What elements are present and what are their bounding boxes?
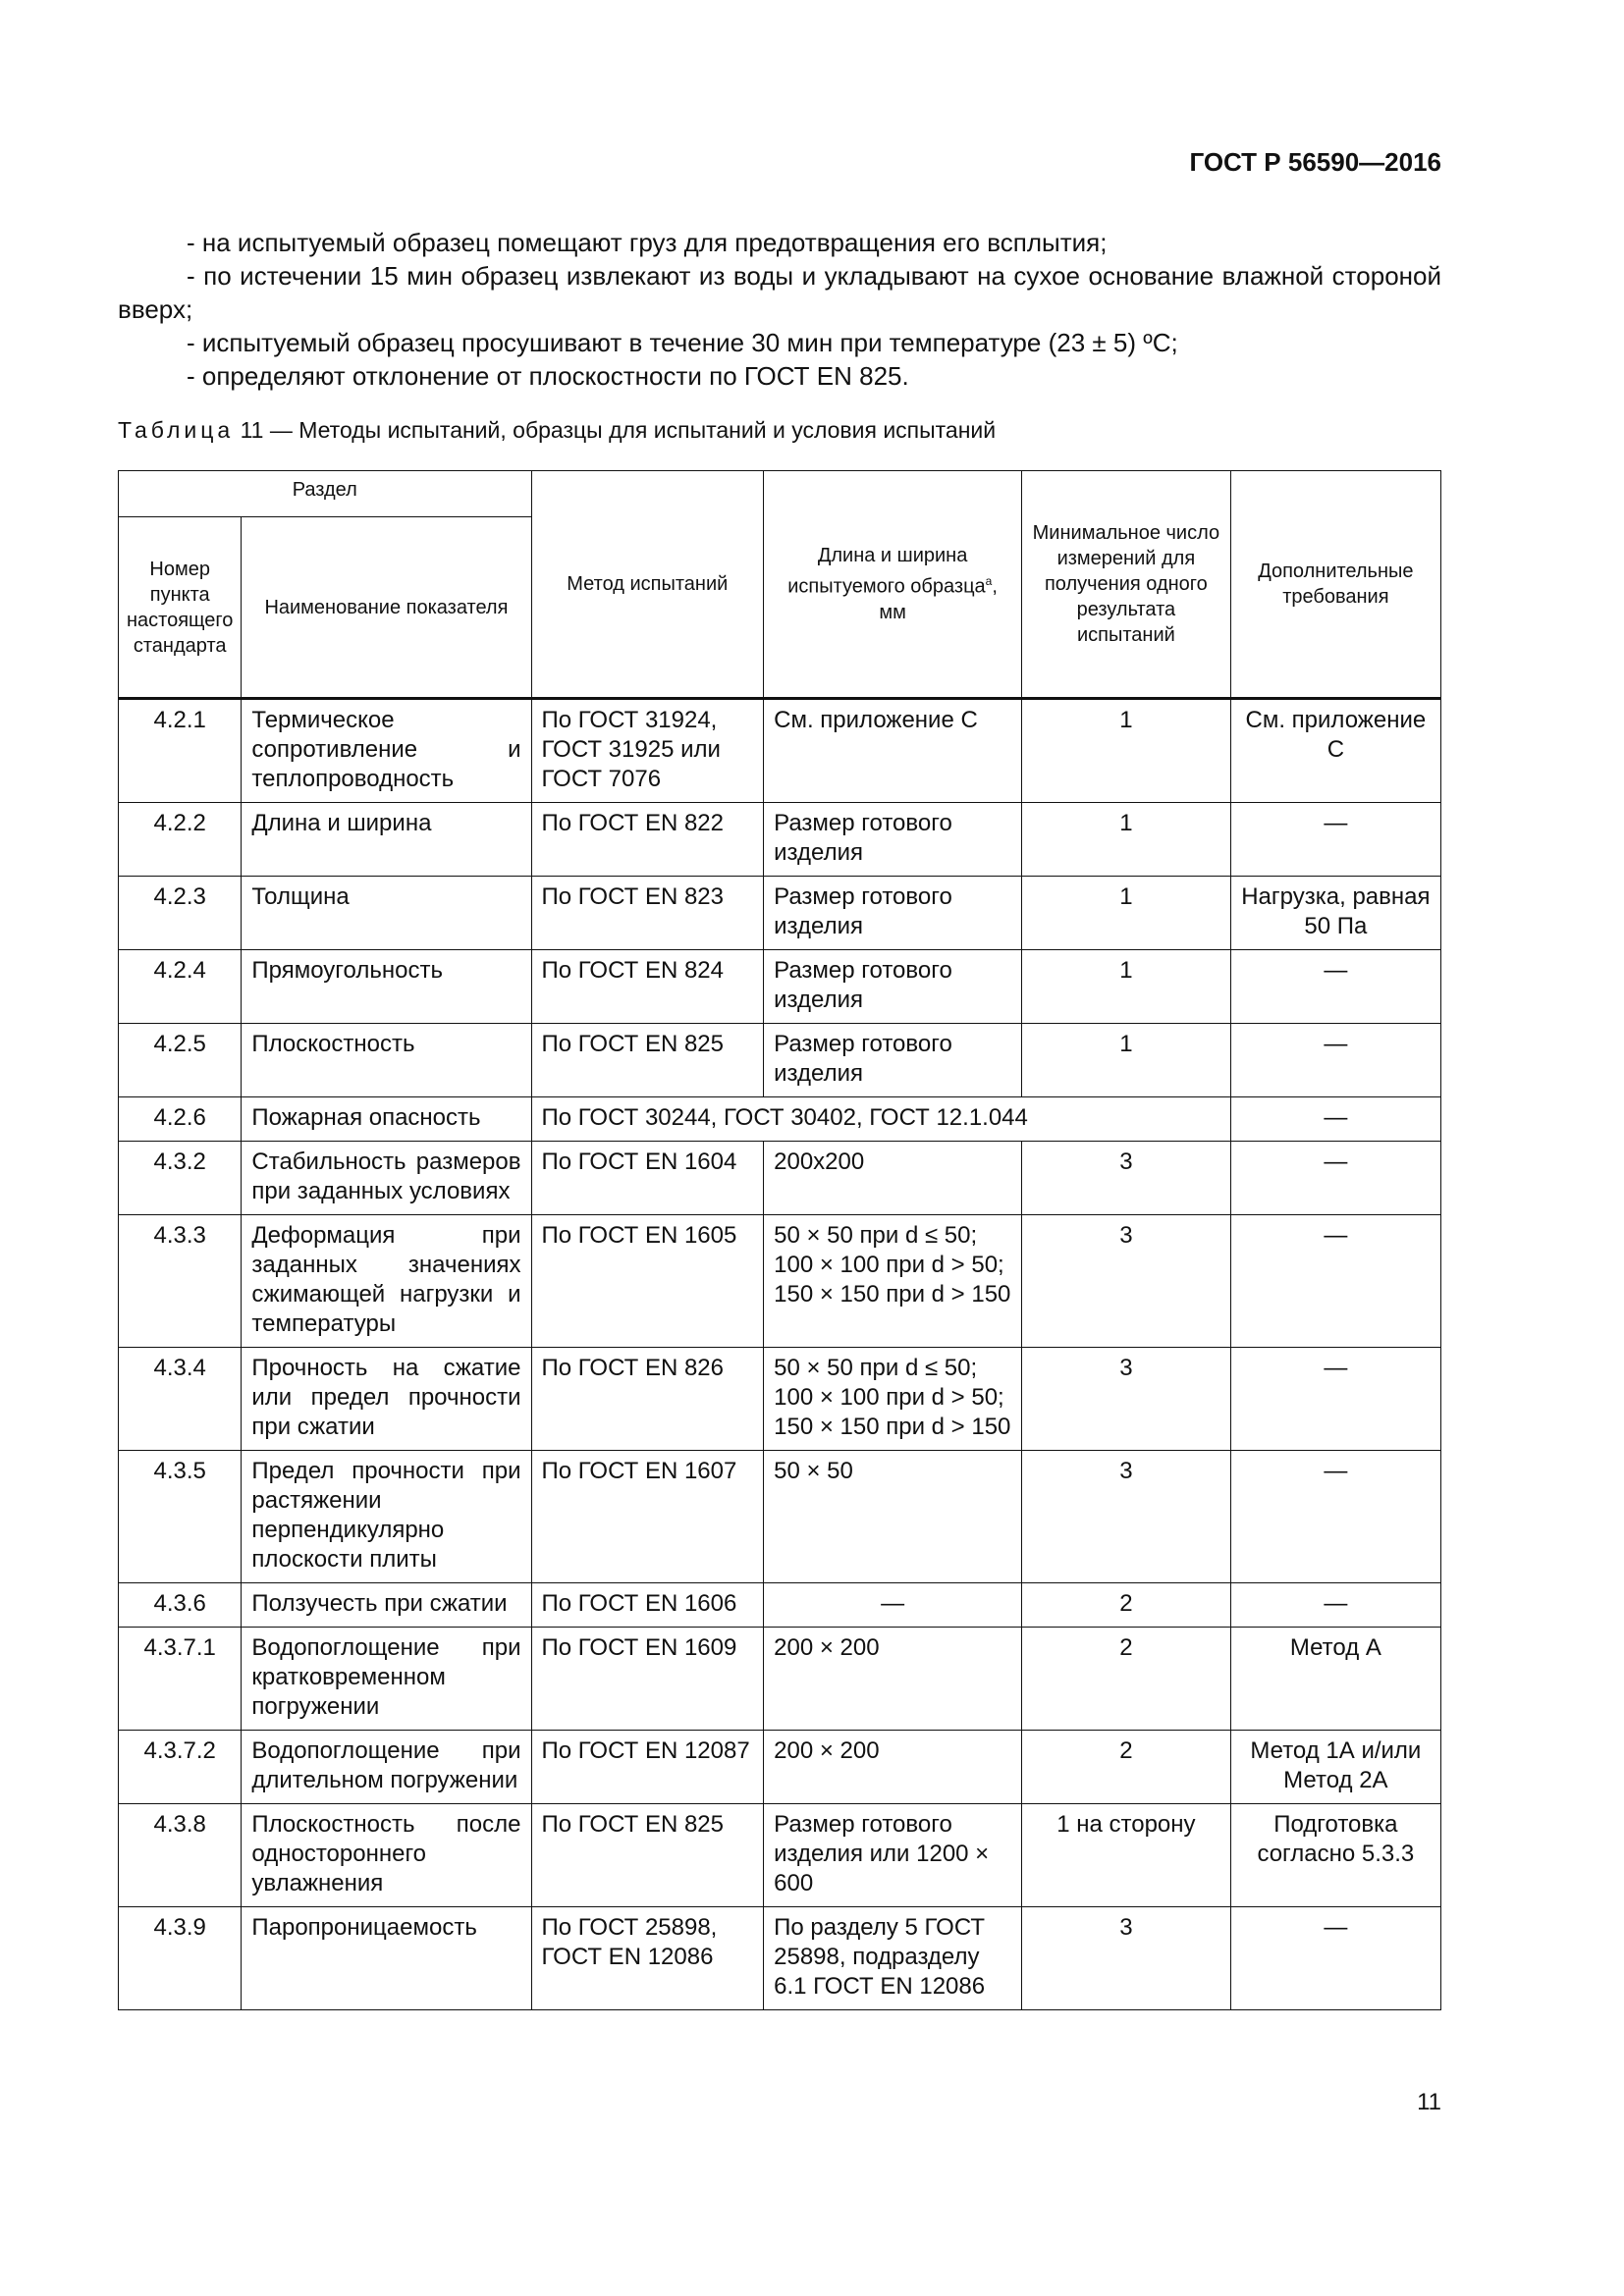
cell-specimen-size: По разделу 5 ГОСТ 25898, подразделу 6.1 ГОСТ EN 12086 <box>764 1907 1022 2010</box>
cell-indicator-name: Водопоглощение при кратковременном погружении <box>242 1628 531 1731</box>
header-min-measurements: Минимальное число измерений для получения одного результата испытаний <box>1022 471 1231 699</box>
cell-specimen-size: 200 × 200 <box>764 1628 1022 1731</box>
cell-specimen-size: 50 × 50 при d ≤ 50; 100 × 100 при d > 50; 150 × 150 при d > 150 <box>764 1215 1022 1348</box>
cell-method: По ГОСТ EN 1609 <box>531 1628 764 1731</box>
cell-indicator-name: Водопоглощение при длительном погружении <box>242 1731 531 1804</box>
cell-item-number: 4.3.5 <box>119 1451 242 1583</box>
cell-extra-requirements: Нагрузка, равная 50 Па <box>1230 877 1440 950</box>
table-row <box>119 1142 1441 1215</box>
cell-item-number: 4.3.7.1 <box>119 1628 242 1731</box>
header-specimen-size-text: Длина и ширина испытуемого образца <box>787 545 986 598</box>
cell-extra-requirements: Подготовка согласно 5.3.3 <box>1230 1804 1440 1907</box>
cell-indicator-name: Длина и ширина <box>242 803 531 877</box>
table-row <box>119 1097 1441 1142</box>
cell-extra-requirements: См. приложение С <box>1230 699 1440 803</box>
table-row <box>119 950 1441 1024</box>
page-number: 11 <box>1417 2089 1441 2115</box>
cell-specimen-size: Размер готового изделия или 1200 × 600 <box>764 1804 1022 1907</box>
header-indicator-name: Наименование показателя <box>242 517 531 699</box>
cell-extra-requirements: — <box>1230 1348 1440 1451</box>
header-specimen-size-unit: , мм <box>879 575 998 623</box>
cell-method: По ГОСТ EN 1605 <box>531 1215 764 1348</box>
cell-method: По ГОСТ EN 825 <box>531 1024 764 1097</box>
header-extra-requirements: Дополнительные требования <box>1230 471 1440 699</box>
table-row <box>119 1907 1441 2010</box>
table-row <box>119 699 1441 803</box>
cell-method: По ГОСТ EN 1604 <box>531 1142 764 1215</box>
cell-indicator-name: Плоскостность <box>242 1024 531 1097</box>
cell-item-number: 4.2.1 <box>119 699 242 803</box>
cell-specimen-size: См. приложение С <box>764 699 1022 803</box>
cell-specimen-size: Размер готового изделия <box>764 877 1022 950</box>
cell-min-measurements: 3 <box>1022 1215 1231 1348</box>
table-row <box>119 1451 1441 1583</box>
header-item-number: Номер пункта настоящего стандарта <box>119 517 242 699</box>
test-methods-table <box>118 470 1441 2010</box>
cell-method: По ГОСТ EN 826 <box>531 1348 764 1451</box>
cell-extra-requirements: — <box>1230 1583 1440 1628</box>
table-row <box>119 1628 1441 1731</box>
cell-item-number: 4.3.8 <box>119 1804 242 1907</box>
cell-method: По ГОСТ EN 824 <box>531 950 764 1024</box>
cell-specimen-size: 50 × 50 при d ≤ 50; 100 × 100 при d > 50; 150 × 150 при d > 150 <box>764 1348 1022 1451</box>
cell-min-measurements: 1 на сторону <box>1022 1804 1231 1907</box>
table-row <box>119 1348 1441 1451</box>
cell-item-number: 4.2.5 <box>119 1024 242 1097</box>
cell-indicator-name: Термическое сопротивление и теплопроводность <box>242 699 531 803</box>
table-caption <box>118 417 996 444</box>
cell-indicator-name: Толщина <box>242 877 531 950</box>
cell-item-number: 4.3.2 <box>119 1142 242 1215</box>
cell-item-number: 4.2.4 <box>119 950 242 1024</box>
cell-extra-requirements: — <box>1230 803 1440 877</box>
cell-indicator-name: Предел прочности при растяжении перпендикулярно плоскости плиты <box>242 1451 531 1583</box>
table-row <box>119 1731 1441 1804</box>
header-section: Раздел <box>119 471 532 517</box>
cell-extra-requirements: — <box>1230 1142 1440 1215</box>
cell-specimen-size: 200 × 200 <box>764 1731 1022 1804</box>
cell-specimen-size: Размер готового изделия <box>764 803 1022 877</box>
cell-specimen-size: 200x200 <box>764 1142 1022 1215</box>
cell-item-number: 4.2.3 <box>119 877 242 950</box>
cell-method: По ГОСТ EN 1607 <box>531 1451 764 1583</box>
cell-method: По ГОСТ 31924, ГОСТ 31925 или ГОСТ 7076 <box>531 699 764 803</box>
cell-specimen-size: Размер готового изделия <box>764 1024 1022 1097</box>
footnote-marker: а <box>985 574 993 589</box>
cell-item-number: 4.3.9 <box>119 1907 242 2010</box>
cell-min-measurements: 3 <box>1022 1451 1231 1583</box>
cell-indicator-name: Прямоугольность <box>242 950 531 1024</box>
cell-method: По ГОСТ EN 12087 <box>531 1731 764 1804</box>
cell-extra-requirements: Метод А <box>1230 1628 1440 1731</box>
cell-extra-requirements: — <box>1230 1097 1440 1142</box>
cell-method: По ГОСТ EN 825 <box>531 1804 764 1907</box>
intro-line: - определяют отклонение от плоскостности по ГОСТ EN 825. <box>187 361 909 391</box>
cell-method: По ГОСТ 30244, ГОСТ 30402, ГОСТ 12.1.044 <box>531 1097 1230 1142</box>
header-method: Метод испытаний <box>531 471 764 699</box>
intro-text <box>118 226 1441 393</box>
cell-item-number: 4.3.4 <box>119 1348 242 1451</box>
cell-min-measurements: 1 <box>1022 699 1231 803</box>
cell-specimen-size: Размер готового изделия <box>764 950 1022 1024</box>
cell-extra-requirements: — <box>1230 1907 1440 2010</box>
table-row <box>119 1804 1441 1907</box>
cell-extra-requirements: — <box>1230 950 1440 1024</box>
table-row <box>119 877 1441 950</box>
cell-min-measurements: 3 <box>1022 1142 1231 1215</box>
cell-extra-requirements: — <box>1230 1215 1440 1348</box>
cell-method: По ГОСТ EN 822 <box>531 803 764 877</box>
table-row <box>119 1583 1441 1628</box>
cell-min-measurements: 1 <box>1022 803 1231 877</box>
cell-item-number: 4.3.3 <box>119 1215 242 1348</box>
cell-item-number: 4.2.6 <box>119 1097 242 1142</box>
cell-indicator-name: Плоскостность после одностороннего увлажнения <box>242 1804 531 1907</box>
cell-indicator-name: Деформация при заданных значениях сжимающей нагрузки и температуры <box>242 1215 531 1348</box>
intro-line: - испытуемый образец просушивают в течение 30 мин при температуре (23 ± 5) ºС; <box>187 328 1178 357</box>
cell-min-measurements: 2 <box>1022 1731 1231 1804</box>
table-row <box>119 803 1441 877</box>
table-row <box>119 1215 1441 1348</box>
cell-method: По ГОСТ 25898, ГОСТ EN 12086 <box>531 1907 764 2010</box>
header-specimen-size <box>764 471 1022 699</box>
cell-extra-requirements: — <box>1230 1451 1440 1583</box>
cell-indicator-name: Пожарная опасность <box>242 1097 531 1142</box>
cell-min-measurements: 1 <box>1022 1024 1231 1097</box>
document-code: ГОСТ Р 56590—2016 <box>1189 147 1441 177</box>
cell-specimen-size: — <box>764 1583 1022 1628</box>
cell-extra-requirements: Метод 1А и/или Метод 2А <box>1230 1731 1440 1804</box>
cell-indicator-name: Паропроницаемость <box>242 1907 531 2010</box>
cell-min-measurements: 3 <box>1022 1907 1231 2010</box>
intro-line: - на испытуемый образец помещают груз для предотвращения его всплытия; <box>187 228 1108 257</box>
cell-min-measurements: 1 <box>1022 950 1231 1024</box>
cell-method: По ГОСТ EN 1606 <box>531 1583 764 1628</box>
cell-method: По ГОСТ EN 823 <box>531 877 764 950</box>
cell-indicator-name: Ползучесть при сжатии <box>242 1583 531 1628</box>
cell-item-number: 4.3.6 <box>119 1583 242 1628</box>
cell-specimen-size: 50 × 50 <box>764 1451 1022 1583</box>
table-body <box>119 699 1441 2010</box>
cell-min-measurements: 3 <box>1022 1348 1231 1451</box>
cell-indicator-name: Стабильность размеров при заданных условиях <box>242 1142 531 1215</box>
cell-min-measurements: 1 <box>1022 877 1231 950</box>
table-caption-text: 11 — Методы испытаний, образцы для испытаний и условия испытаний <box>234 417 997 443</box>
cell-min-measurements: 2 <box>1022 1583 1231 1628</box>
cell-indicator-name: Прочность на сжатие или предел прочности при сжатии <box>242 1348 531 1451</box>
cell-item-number: 4.2.2 <box>119 803 242 877</box>
table-caption-label: Таблица <box>118 417 235 443</box>
table-row <box>119 1024 1441 1097</box>
intro-line: - по истечении 15 мин образец извлекают из воды и укладывают на сухое основание влажной стороной вверх; <box>118 261 1441 324</box>
cell-item-number: 4.3.7.2 <box>119 1731 242 1804</box>
cell-min-measurements: 2 <box>1022 1628 1231 1731</box>
cell-extra-requirements: — <box>1230 1024 1440 1097</box>
